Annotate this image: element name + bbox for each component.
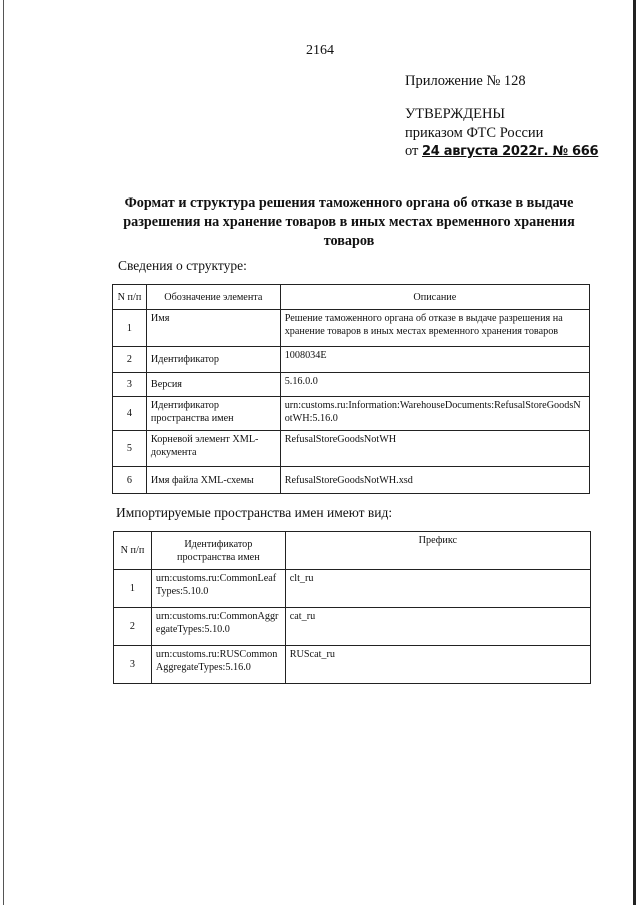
table-row [113, 467, 590, 494]
import-section-label: Импортируемые пространства имен имеют вид: [116, 505, 393, 520]
row-namespace: urn:customs.ru:CommonLeafTypes:5.10.0 [151, 570, 285, 608]
row-num: 6 [113, 467, 147, 494]
import-table-header [114, 532, 591, 570]
row-num: 1 [114, 570, 152, 608]
row-num: 1 [113, 310, 147, 347]
scan-edge-left [3, 0, 4, 905]
table-row [114, 646, 591, 684]
col-header-num: N п/п [114, 532, 152, 570]
row-element-name: Корневой элемент XML-документа [146, 431, 280, 467]
row-description: RefusalStoreGoodsNotWH.xsd [280, 467, 589, 494]
row-description: 5.16.0.0 [280, 373, 589, 397]
row-description: urn:customs.ru:Information:WarehouseDocuments:RefusalStoreGoodsNotWH:5.16.0 [280, 397, 589, 431]
row-description: RefusalStoreGoodsNotWH [280, 431, 589, 467]
row-namespace: urn:customs.ru:CommonAggregateTypes:5.10.0 [151, 608, 285, 646]
page-number: 2164 [306, 43, 334, 58]
row-element-name: Идентификатор пространства имен [146, 397, 280, 431]
row-num: 2 [114, 608, 152, 646]
title-line-2: разрешения на хранение товаров в иных местах временного хранения [123, 214, 575, 230]
structure-section-label: Сведения о структуре: [118, 258, 247, 273]
row-num: 2 [113, 347, 147, 373]
col-header-element: Обозначение элемента [146, 285, 280, 310]
col-header-namespace: Идентификатор пространства имен [151, 532, 285, 570]
order-date-handwritten: 24 августа 2022г. № 666 [422, 144, 599, 159]
table-row [114, 570, 591, 608]
order-label: приказом ФТС России [405, 125, 544, 141]
order-date-line [405, 143, 598, 160]
col-header-prefix: Префикс [285, 532, 590, 570]
table-row [113, 347, 590, 373]
scan-edge-right [633, 0, 636, 905]
document-title [104, 194, 594, 251]
import-table [113, 531, 591, 684]
table-row [113, 373, 590, 397]
structure-table [112, 284, 590, 494]
row-num: 5 [113, 431, 147, 467]
row-prefix: RUScat_ru [285, 646, 590, 684]
table-row [113, 397, 590, 431]
row-element-name: Идентификатор [146, 347, 280, 373]
col-header-description: Описание [280, 285, 589, 310]
row-namespace: urn:customs.ru:RUSCommonAggregateTypes:5.16.0 [151, 646, 285, 684]
row-description: 1008034E [280, 347, 589, 373]
row-prefix: clt_ru [285, 570, 590, 608]
table-row [113, 431, 590, 467]
table-row [113, 310, 590, 347]
row-num: 3 [114, 646, 152, 684]
appendix-label: Приложение № 128 [405, 73, 526, 89]
approved-label: УТВЕРЖДЕНЫ [405, 106, 506, 122]
row-description: Решение таможенного органа об отказе в выдаче разрешения на хранение товаров в иных местах временного хранения товаров [280, 310, 589, 347]
title-line-3: товаров [323, 233, 375, 249]
structure-table-header [113, 285, 590, 310]
row-element-name: Имя [146, 310, 280, 347]
row-num: 3 [113, 373, 147, 397]
row-num: 4 [113, 397, 147, 431]
row-prefix: cat_ru [285, 608, 590, 646]
table-row [114, 608, 591, 646]
row-element-name: Версия [146, 373, 280, 397]
title-line-1: Формат и структура решения таможенного органа об отказе в выдаче [124, 195, 574, 211]
row-element-name: Имя файла XML-схемы [146, 467, 280, 494]
col-header-num: N п/п [113, 285, 147, 310]
date-prefix: от [405, 143, 419, 159]
